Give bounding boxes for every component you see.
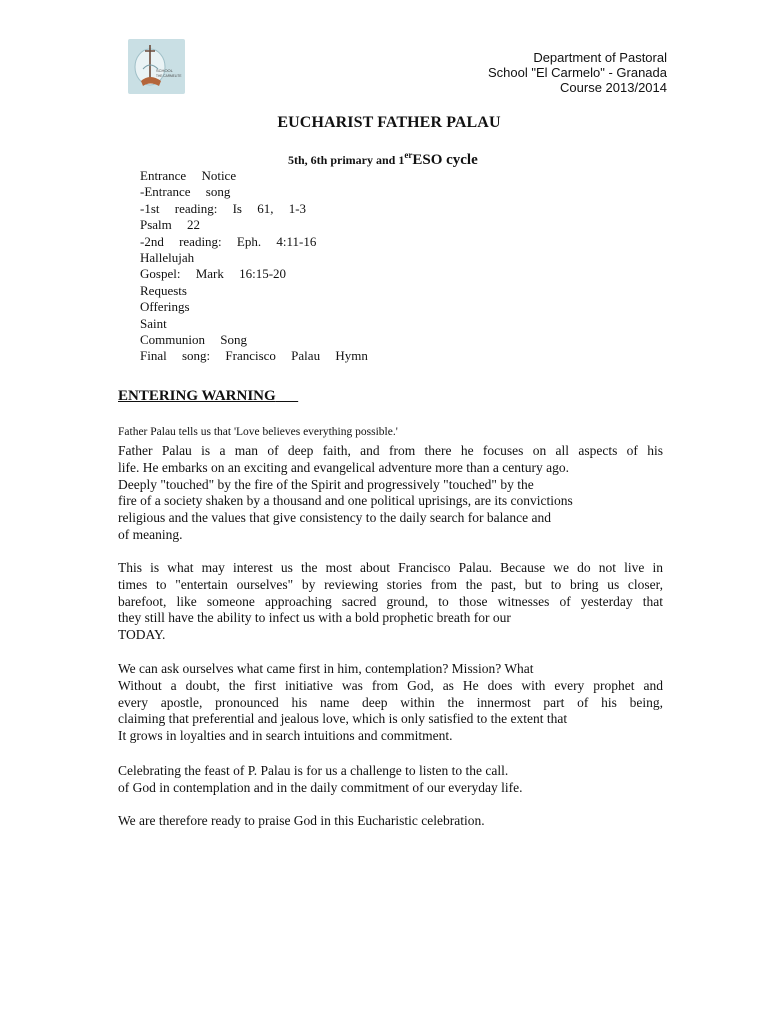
list-item: Requests — [140, 282, 187, 298]
paragraph-line: of God in contemplation and in the daily commitment of our everyday life. — [118, 779, 523, 795]
paragraph-1 — [118, 443, 663, 544]
list-item: Communion Song — [140, 332, 247, 348]
subtitle-part1: 5th, 6th primary and 1 — [288, 153, 405, 167]
school-name: School "El Carmelo" - Granada — [487, 65, 667, 80]
section-heading — [118, 388, 298, 405]
school-logo — [128, 39, 185, 94]
paragraph-line: every apostle, pronounced his name deep within the innermost part of his being, — [118, 694, 663, 710]
order-of-service-list — [140, 168, 368, 365]
list-item: Final song: Francisco Palau Hymn — [140, 348, 368, 364]
list-item: -1st reading: Is 61, 1-3 — [140, 200, 307, 216]
list-item: Saint — [140, 315, 167, 331]
paragraph-line: Celebrating the feast of P. Palau is for us a challenge to listen to the call. — [118, 763, 509, 778]
paragraph-4 — [118, 763, 663, 797]
subtitle-superscript: er — [404, 150, 413, 160]
intro-quote: Father Palau tells us that 'Love believes everything possible.' — [118, 426, 398, 438]
paragraph-3 — [118, 661, 663, 745]
svg-text:SCHOOL: SCHOOL — [156, 68, 173, 73]
course-year: Course 2013/2014 — [560, 80, 667, 95]
paragraph-line: religious and the values that give consistency to the daily search for balance and — [118, 510, 551, 526]
paragraph-line: We can ask ourselves what came first in him, contemplation? Mission? What — [118, 661, 534, 676]
subtitle-part2: ESO cycle — [412, 152, 478, 168]
paragraph-line: We are therefore ready to praise God in this Eucharistic celebration. — [118, 813, 485, 828]
paragraph-line: Deeply "touched" by the fire of the Spirit and progressively "touched" by the — [118, 476, 534, 492]
paragraph-line: times to "entertain ourselves" by reviewing stories from the past, but to bring us closer, — [118, 576, 663, 592]
list-item: Entrance Notice — [140, 168, 237, 183]
list-item: Offerings — [140, 299, 190, 315]
paragraph-line: Father Palau is a man of deep faith, and from there he focuses on all aspects of his — [118, 443, 663, 458]
list-item: Psalm 22 — [140, 217, 201, 233]
paragraph-line: Without a doubt, the first initiative was from God, as He does with every prophet and — [118, 677, 663, 693]
paragraph-line: fire of a society shaken by a thousand and one political uprisings, are its convictions — [118, 493, 573, 509]
paragraph-line: life. He embarks on an exciting and evangelical adventure more than a century ago. — [118, 459, 569, 475]
list-item: Hallelujah — [140, 250, 195, 266]
paragraph-line: of meaning. — [118, 526, 183, 542]
paragraph-line: they still have the ability to infect us with a bold prophetic breath for our — [118, 610, 511, 626]
paragraph-line: It grows in loyalties and in search intuitions and commitment. — [118, 728, 453, 744]
paragraph-line: barefoot, like someone approaching sacred ground, to those witnesses of yesterday that — [118, 593, 663, 609]
paragraph-2 — [118, 560, 663, 644]
list-item: -Entrance song — [140, 184, 231, 200]
subtitle — [288, 150, 478, 169]
svg-text:THE CARMELITE: THE CARMELITE — [156, 74, 182, 78]
department-name: Department of Pastoral — [533, 50, 667, 65]
list-item: Gospel: Mark 16:15-20 — [140, 266, 287, 282]
header-info — [488, 50, 667, 95]
paragraph-line: This is what may interest us the most about Francisco Palau. Because we do not live in — [118, 560, 663, 575]
list-item: -2nd reading: Eph. 4:11-16 — [140, 233, 317, 249]
section-heading-text: ENTERING WARNING — [118, 388, 276, 404]
paragraph-line: claiming that preferential and jealous love, which is only satisfied to the extent that — [118, 711, 568, 727]
page-title: EUCHARIST FATHER PALAU — [277, 114, 501, 131]
paragraph-line: TODAY. — [118, 627, 166, 643]
paragraph-5 — [118, 813, 663, 830]
